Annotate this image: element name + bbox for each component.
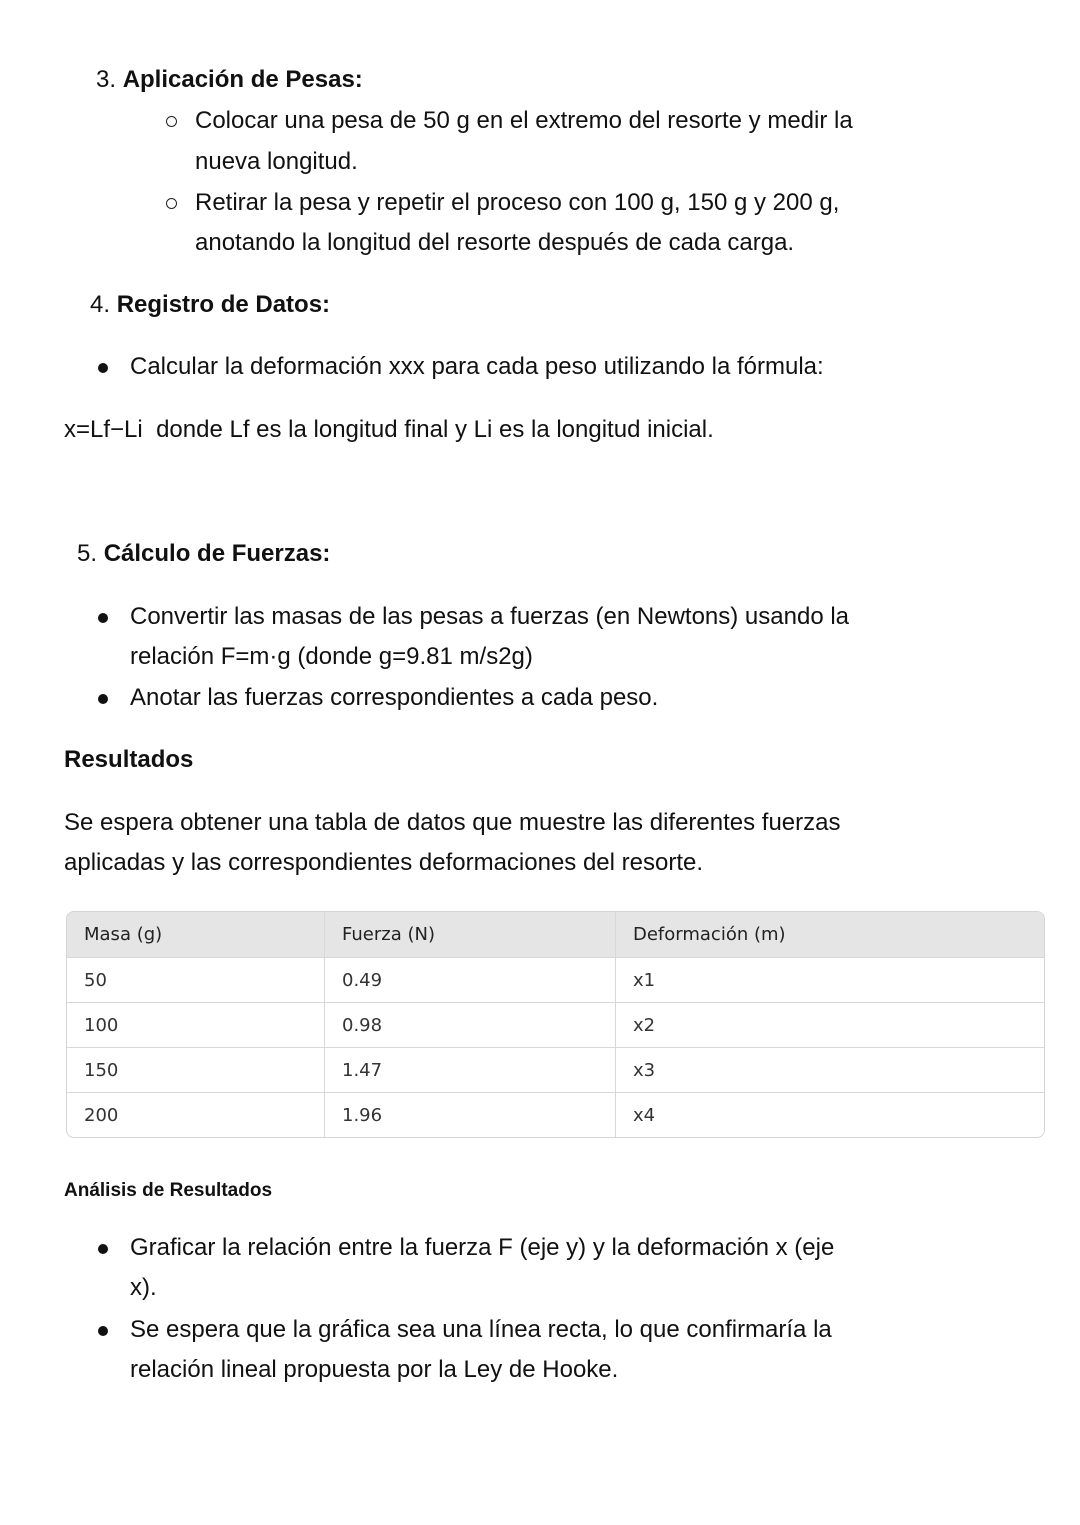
results-heading: Resultados: [64, 746, 194, 773]
formula: x=Lf−Li: [64, 416, 143, 443]
bullet-icon: [98, 1326, 108, 1336]
analysis-heading: Análisis de Resultados: [64, 1180, 273, 1201]
bullet-icon: [98, 613, 108, 623]
step4-heading: 4. Registro de Datos:: [90, 291, 331, 318]
bullet-icon: [98, 363, 108, 373]
circle-bullet-icon: [166, 198, 177, 209]
list-item: nueva longitud.: [195, 148, 358, 175]
results-text: Se espera obtener una tabla de datos que muestre las diferentes fuerzas: [64, 809, 841, 836]
step5-heading: 5. Cálculo de Fuerzas:: [77, 540, 331, 567]
table-row: 200 1.96 x4: [67, 1092, 1044, 1137]
list-item: Convertir las masas de las pesas a fuerzas (en Newtons) usando la: [130, 603, 850, 630]
bullet-icon: [98, 694, 108, 704]
list-item: Colocar una pesa de 50 g en el extremo del resorte y medir la: [195, 107, 853, 134]
formula-line: x=Lf−Li donde Lf es la longitud final y Li es la longitud inicial.: [64, 416, 714, 443]
list-item: Retirar la pesa y repetir el proceso con 100 g, 150 g y 200 g,: [195, 189, 840, 216]
data-table: [66, 911, 1045, 1138]
list-item: relación F=m·g (donde g=9.81 m/s2g): [130, 643, 533, 670]
table-row: 50 0.49 x1: [67, 957, 1044, 1002]
step3-heading: 3. Aplicación de Pesas:: [96, 66, 363, 93]
table-header-row: Masa (g) Fuerza (N) Deformación (m): [67, 912, 1044, 957]
list-item: Graficar la relación entre la fuerza F (eje y) y la deformación x (eje: [130, 1234, 835, 1261]
table-row: 150 1.47 x3: [67, 1047, 1044, 1092]
list-item: Calcular la deformación xxx para cada peso utilizando la fórmula:: [130, 353, 824, 380]
results-text: aplicadas y las correspondientes deformaciones del resorte.: [64, 849, 704, 876]
circle-bullet-icon: [166, 116, 177, 127]
list-item: Se espera que la gráfica sea una línea recta, lo que confirmaría la: [130, 1316, 832, 1343]
bullet-icon: [98, 1244, 108, 1254]
list-item: Anotar las fuerzas correspondientes a cada peso.: [130, 684, 659, 711]
table-row: 100 0.98 x2: [67, 1002, 1044, 1047]
list-item: x).: [130, 1274, 157, 1301]
list-item: relación lineal propuesta por la Ley de Hooke.: [130, 1356, 619, 1383]
list-item: anotando la longitud del resorte después de cada carga.: [195, 229, 795, 256]
